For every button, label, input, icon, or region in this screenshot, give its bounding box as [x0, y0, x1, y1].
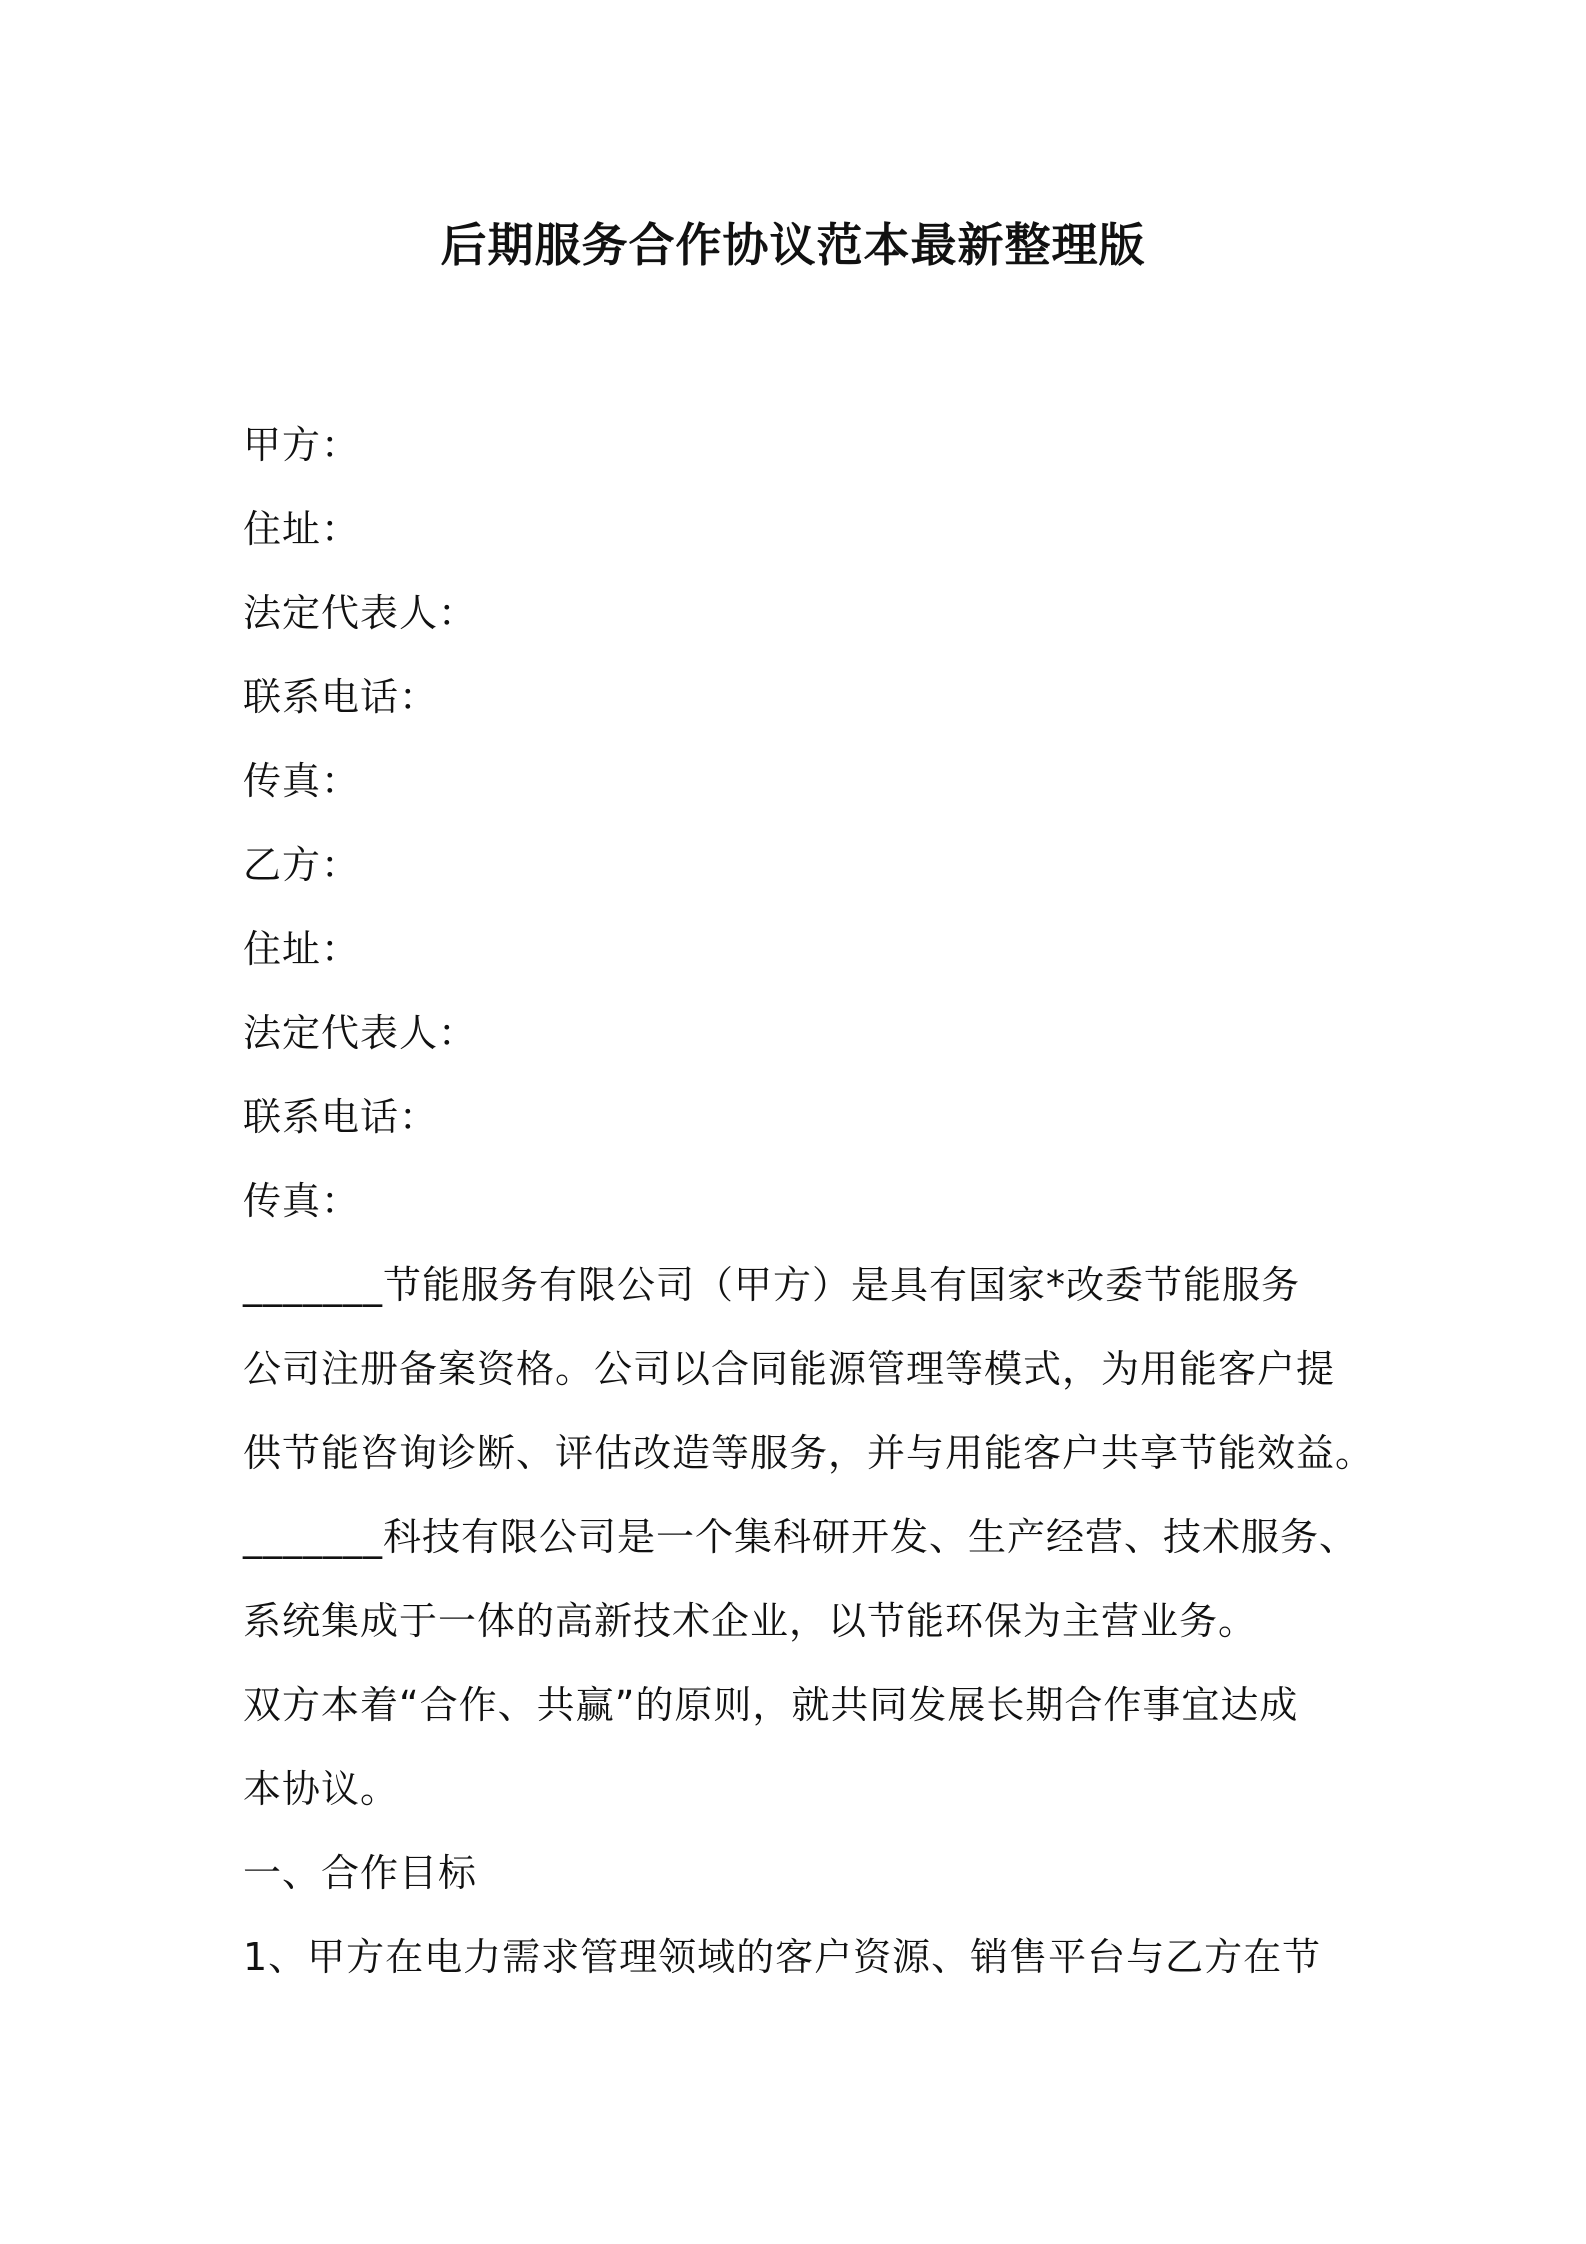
section-1-heading: 一、合作目标 — [243, 1851, 478, 1895]
party-b-address-label: 住址： — [243, 927, 361, 971]
item-1-line-1: 1、甲方在电力需求管理领域的客户资源、销售平台与乙方在节 — [243, 1935, 1322, 1979]
paragraph-3-line-1: 双方本着“合作、共赢”的原则，就共同发展长期合作事宜达成 — [243, 1683, 1299, 1727]
party-b-name-label: 乙方： — [243, 843, 361, 887]
party-b-fax-label: 传真： — [243, 1179, 361, 1223]
party-a-address-label: 住址： — [243, 507, 361, 551]
paragraph-1-line-2: 公司注册备案资格。公司以合同能源管理等模式，为用能客户提 — [243, 1347, 1336, 1391]
paragraph-1-line-1: _______节能服务有限公司（甲方）是具有国家*改委节能服务 — [243, 1263, 1301, 1307]
document-title: 后期服务合作协议范本最新整理版 — [440, 218, 1146, 272]
paragraph-3-line-2: 本协议。 — [243, 1767, 400, 1811]
paragraph-1-line-3: 供节能咨询诊断、评估改造等服务，并与用能客户共享节能效益。 — [243, 1431, 1375, 1475]
party-a-name-label: 甲方： — [243, 423, 361, 467]
party-a-legal-rep-label: 法定代表人： — [243, 591, 478, 635]
paragraph-2-line-2: 系统集成于一体的高新技术企业，以节能环保为主营业务。 — [243, 1599, 1258, 1643]
paragraph-2-line-1: _______科技有限公司是一个集科研开发、生产经营、技术服务、 — [243, 1515, 1359, 1559]
document-body — [243, 403, 1375, 1999]
party-b-legal-rep-label: 法定代表人： — [243, 1011, 478, 1055]
party-b-phone-label: 联系电话： — [243, 1095, 439, 1139]
party-a-phone-label: 联系电话： — [243, 675, 439, 719]
party-a-fax-label: 传真： — [243, 759, 361, 803]
